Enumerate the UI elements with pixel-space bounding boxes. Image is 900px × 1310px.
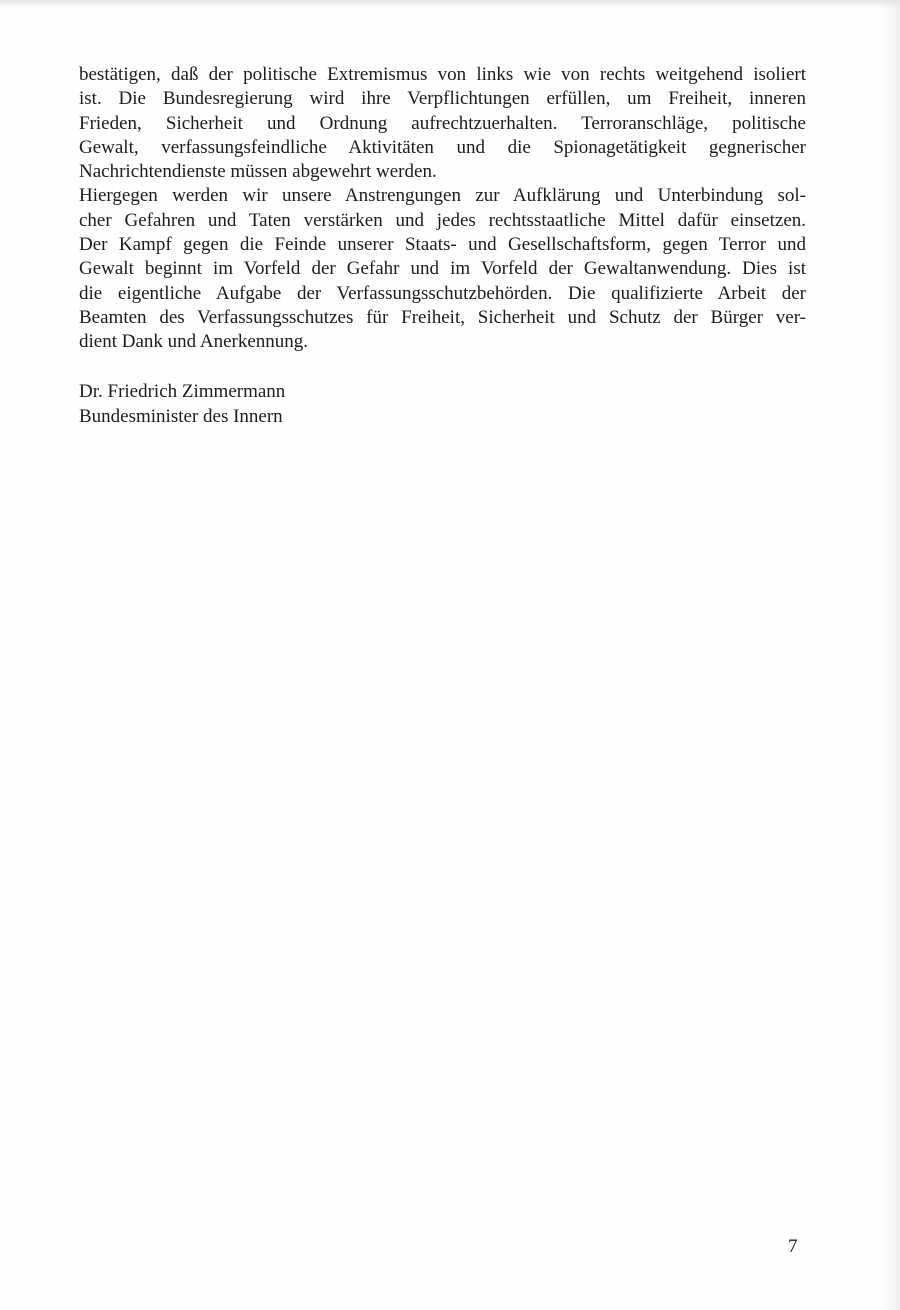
scan-shadow-right (882, 0, 900, 1310)
text-line: Beamten des Verfassungsschutzes für Freiheit, Sicherheit und Schutz der Bürger ver- (79, 306, 806, 328)
paragraph-2 (79, 184, 806, 354)
text-line: Nachrichtendienste müssen abgewehrt werden. (79, 161, 437, 183)
text-line: bestätigen, daß der politische Extremismus von links wie von rechts weitgehend isoliert (79, 64, 806, 85)
signatory-name: Dr. Friedrich Zimmermann (79, 381, 286, 402)
text-line: dient Dank und Anerkennung. (79, 331, 309, 353)
signatory-title: Bundesminister des Innern (79, 405, 283, 427)
text-line: die eigentliche Aufgabe der Verfassungsschutzbehörden. Die qualifizierte Arbeit der (79, 282, 806, 304)
page-number: 7 (788, 1236, 798, 1257)
text-line: cher Gefahren und Taten verstärken und jedes rechtsstaatliche Mittel dafür einsetzen. (79, 209, 806, 231)
text-line: Gewalt beginnt im Vorfeld der Gefahr und im Vorfeld der Gewaltanwendung. Dies ist (79, 258, 806, 280)
signature-block (79, 380, 285, 429)
body-text (79, 63, 806, 355)
text-line: Der Kampf gegen die Feinde unserer Staats- und Gesellschaftsform, gegen Terror und (79, 234, 806, 256)
paragraph-1 (79, 63, 806, 184)
text-line: Gewalt, verfassungsfeindliche Aktivitäten und die Spionagetätigkeit gegnerischer (79, 136, 806, 158)
scan-shadow-top (0, 0, 900, 8)
text-line: Hiergegen werden wir unsere Anstrengungen zur Aufklärung und Unterbindung sol- (79, 185, 806, 207)
text-line: ist. Die Bundesregierung wird ihre Verpflichtungen erfüllen, um Freiheit, inneren (79, 88, 806, 110)
text-line: Frieden, Sicherheit und Ordnung aufrechtzuerhalten. Terroranschläge, politische (79, 112, 806, 134)
